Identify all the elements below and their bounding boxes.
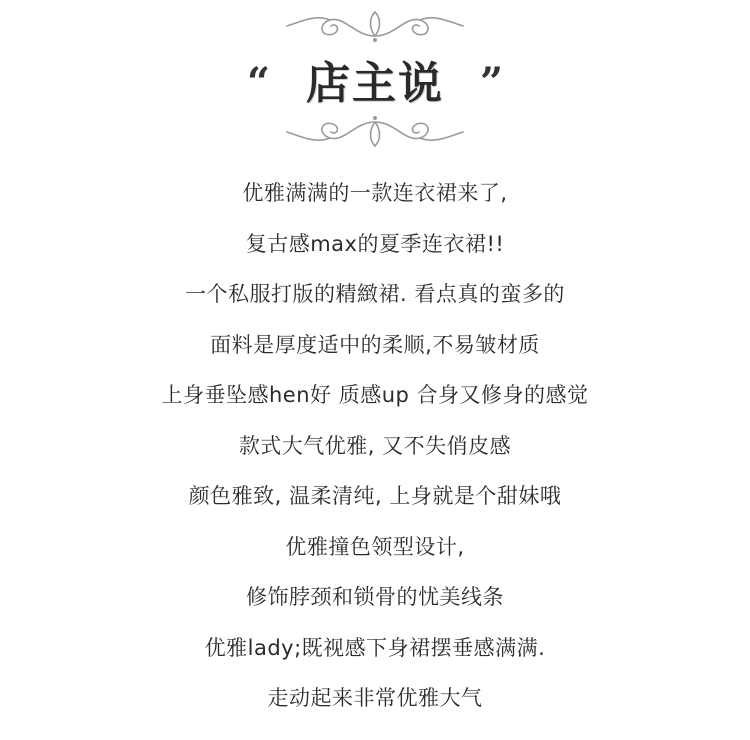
open-quote: “: [246, 59, 270, 106]
description-line: 优雅lady;既视感下身裙摆垂感满满.: [204, 635, 546, 660]
description-line: 复古感max的夏季连衣裙!!: [245, 231, 505, 256]
description-line: 一个私服打版的精緻裙. 看点真的蛮多的: [185, 282, 565, 306]
description-line: 款式大气优雅, 又不失俏皮感: [238, 433, 512, 458]
description-line: 走动起来非常优雅大气: [267, 686, 483, 710]
close-quote: ”: [480, 59, 504, 106]
scroll-flourish-icon: [285, 6, 465, 46]
description-list: [0, 168, 750, 724]
description-line: 优雅满满的一款连衣裙来了,: [242, 181, 508, 205]
page-title: [0, 44, 750, 114]
title-text: 店主说: [306, 58, 444, 109]
description-line: 上身垂坠感hen好 质感up 合身又修身的感觉: [161, 383, 589, 407]
description-line: 面料是厚度适中的柔顺,不易皱材质: [210, 332, 540, 357]
description-line: 优雅撞色领型设计,: [285, 534, 465, 559]
description-line: 颜色雅致, 温柔清纯, 上身就是个甜妹哦: [188, 484, 562, 508]
scroll-flourish-icon: [285, 112, 465, 152]
description-line: 修饰脖颈和锁骨的忧美线条: [246, 585, 504, 609]
